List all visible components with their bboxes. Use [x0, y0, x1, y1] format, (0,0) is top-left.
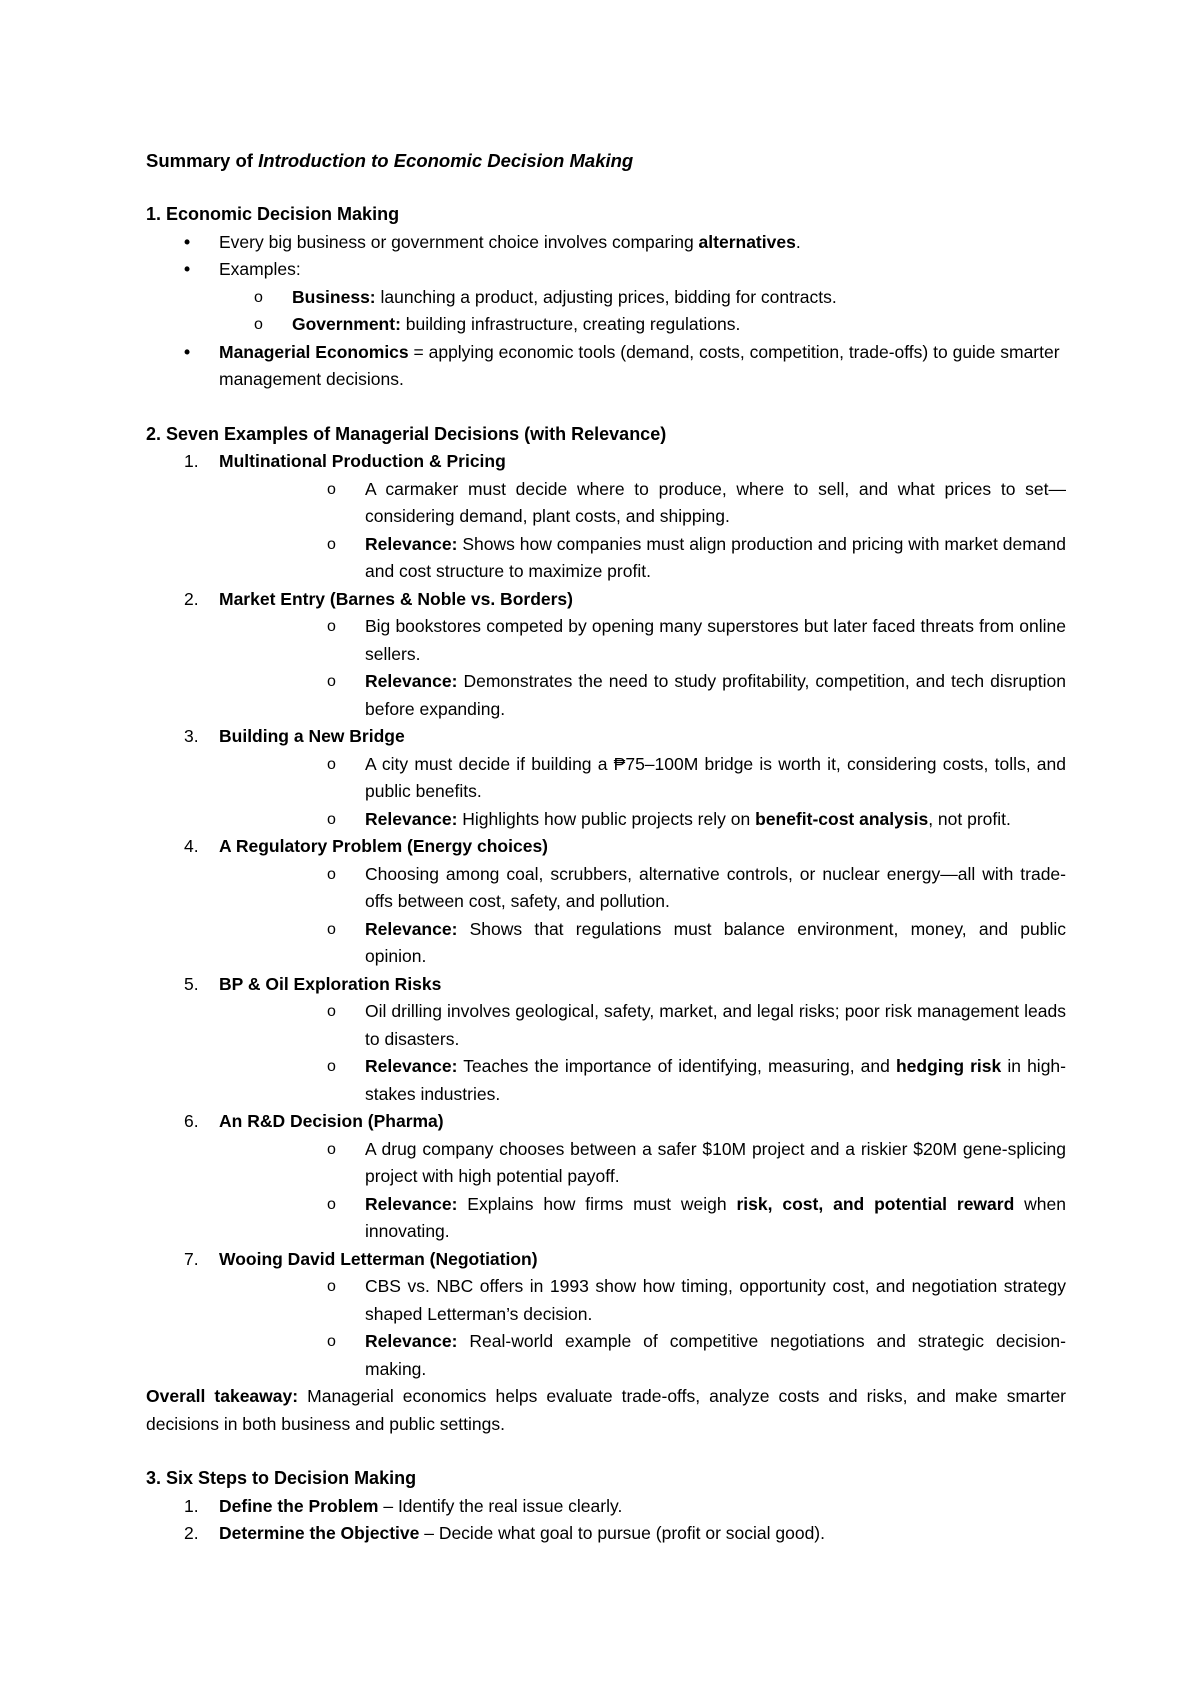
relevance-bold: risk, cost, and potential reward [736, 1193, 1015, 1214]
decision-item [146, 448, 1066, 586]
item-number: 2. [184, 588, 199, 609]
document-title [146, 146, 1066, 176]
section-3-heading: 3. Six Steps to Decision Making [146, 1468, 417, 1488]
step-item [146, 1493, 1066, 1521]
item-relevance [219, 916, 1066, 971]
item-relevance [219, 1191, 1066, 1246]
document-page [146, 146, 1066, 1548]
step-title: Define the Problem [219, 1495, 379, 1516]
relevance-text-end: when innovating. [365, 1193, 1066, 1241]
item-relevance [219, 1053, 1066, 1108]
step-number: 1. [184, 1495, 199, 1516]
item-details [219, 861, 1066, 971]
decision-steps-list [146, 1493, 1066, 1548]
item-title: Multinational Production & Pricing [219, 451, 506, 471]
relevance-text: Explains how firms must weigh [457, 1193, 737, 1214]
relevance-label: Relevance: [365, 808, 458, 829]
item-detail: o Oil drilling involves geological, safety, market, and legal risks; poor risk management leads to disasters. [219, 998, 1066, 1053]
item-details [219, 1273, 1066, 1383]
item-number: 7. [184, 1248, 199, 1269]
decision-item [146, 833, 1066, 971]
relevance-bold: hedging risk [895, 1056, 1002, 1076]
decision-item [146, 971, 1066, 1109]
relevance-label: Relevance: [365, 1331, 458, 1351]
relevance-label: Relevance: [365, 1056, 458, 1076]
decision-item [146, 586, 1066, 724]
item-number: 4. [184, 836, 199, 856]
relevance-text: Demonstrates the need to study profitability, competition, and tech disruption before expanding. [365, 671, 1066, 719]
relevance-text-end: in high-stakes industries. [365, 1056, 1066, 1104]
item-title: A Regulatory Problem (Energy choices) [219, 836, 549, 856]
step-title: Determine the Objective [219, 1523, 420, 1543]
item-number: 3. [184, 726, 199, 746]
section-1-bullets [146, 229, 1066, 394]
bullet-bold: Managerial Economics [219, 341, 409, 362]
title-italic: Introduction to Economic Decision Making [258, 150, 634, 171]
item-title: Building a New Bridge [219, 726, 405, 746]
item-number: 6. [184, 1111, 199, 1131]
sub-item [219, 311, 1066, 339]
item-relevance [219, 1328, 1066, 1383]
item-details [219, 751, 1066, 834]
bullet-bold: alternatives [698, 231, 796, 252]
step-text: – Decide what goal to pursue (profit or social good). [419, 1523, 825, 1543]
relevance-text: Teaches the importance of identifying, measuring, and [457, 1056, 896, 1076]
step-number: 2. [184, 1523, 199, 1543]
item-relevance [219, 806, 1066, 834]
item-detail: o Choosing among coal, scrubbers, alternative controls, or nuclear energy—all with trade-offs between cost, safety, and pollution. [219, 861, 1066, 916]
relevance-text: Highlights how public projects rely on [457, 808, 756, 829]
relevance-text: Real-world example of competitive negotiations and strategic decision-making. [365, 1331, 1066, 1379]
managerial-decisions-list [146, 448, 1066, 1383]
relevance-text-end: , not profit. [928, 808, 1011, 829]
takeaway-text: Managerial economics helps evaluate trade-offs, analyze costs and risks, and make smarter decisions in both business and public settings. [146, 1386, 1066, 1434]
relevance-label: Relevance: [365, 533, 458, 554]
bullet-item [146, 256, 1066, 339]
step-text: – Identify the real issue clearly. [378, 1495, 623, 1516]
sub-item-text: building infrastructure, creating regulations. [400, 314, 741, 334]
item-details [219, 998, 1066, 1108]
decision-item [146, 723, 1066, 833]
relevance-text: Shows how companies must align production and pricing with market demand and cost structure to maximize profit. [365, 533, 1066, 581]
item-relevance [219, 531, 1066, 586]
decision-item [146, 1108, 1066, 1246]
item-detail: o Big bookstores competed by opening many superstores but later faced threats from online sellers. [219, 613, 1066, 668]
title-prefix: Summary of [146, 150, 259, 171]
relevance-label: Relevance: [365, 671, 458, 691]
bullet-item [146, 339, 1066, 394]
sub-item-bold: Business: [292, 286, 376, 307]
item-details [219, 613, 1066, 723]
item-detail: o CBS vs. NBC offers in 1993 show how timing, opportunity cost, and negotiation strategy shaped Letterman’s decision. [219, 1273, 1066, 1328]
relevance-label: Relevance: [365, 918, 458, 939]
bullet-end: . [795, 231, 801, 252]
item-details [219, 476, 1066, 586]
takeaway-label: Overall takeaway: [146, 1386, 299, 1406]
item-detail: o A city must decide if building a ₱75–100M bridge is worth it, considering costs, tolls, and public benefits. [219, 751, 1066, 806]
item-details [219, 1136, 1066, 1246]
section-1-heading: 1. Economic Decision Making [146, 204, 400, 224]
bullet-text: Examples: [219, 259, 301, 279]
bullet-text: = applying economic tools (demand, costs, competition, trade-offs) to guide smarter management decisions. [219, 341, 1060, 389]
item-title: BP & Oil Exploration Risks [219, 973, 442, 994]
sub-item-bold: Government: [292, 314, 401, 334]
step-item [146, 1520, 1066, 1548]
item-detail: o A drug company chooses between a safer $10M project and a riskier $20M gene-splicing project with high potential payoff. [219, 1136, 1066, 1191]
bullet-text: Every big business or government choice involves comparing [219, 231, 699, 252]
sub-item [219, 284, 1066, 312]
relevance-text: Shows that regulations must balance environment, money, and public opinion. [365, 918, 1066, 966]
item-title: Wooing David Letterman (Negotiation) [219, 1248, 538, 1269]
sub-item-text: launching a product, adjusting prices, bidding for contracts. [375, 286, 837, 307]
item-number: 5. [184, 973, 199, 994]
item-relevance [219, 668, 1066, 723]
item-number: 1. [184, 451, 199, 471]
item-title: Market Entry (Barnes & Noble vs. Borders) [219, 588, 573, 609]
item-title: An R&D Decision (Pharma) [219, 1111, 444, 1131]
relevance-bold: benefit-cost analysis [755, 808, 929, 829]
bullet-item [146, 229, 1066, 257]
item-detail: o A carmaker must decide where to produce, where to sell, and what prices to set—considering demand, plant costs, and shipping. [219, 476, 1066, 531]
overall-takeaway [146, 1383, 1066, 1438]
decision-item [146, 1246, 1066, 1384]
relevance-label: Relevance: [365, 1193, 458, 1214]
examples-sublist [219, 284, 1066, 339]
section-2-heading: 2. Seven Examples of Managerial Decisions (with Relevance) [146, 423, 667, 444]
